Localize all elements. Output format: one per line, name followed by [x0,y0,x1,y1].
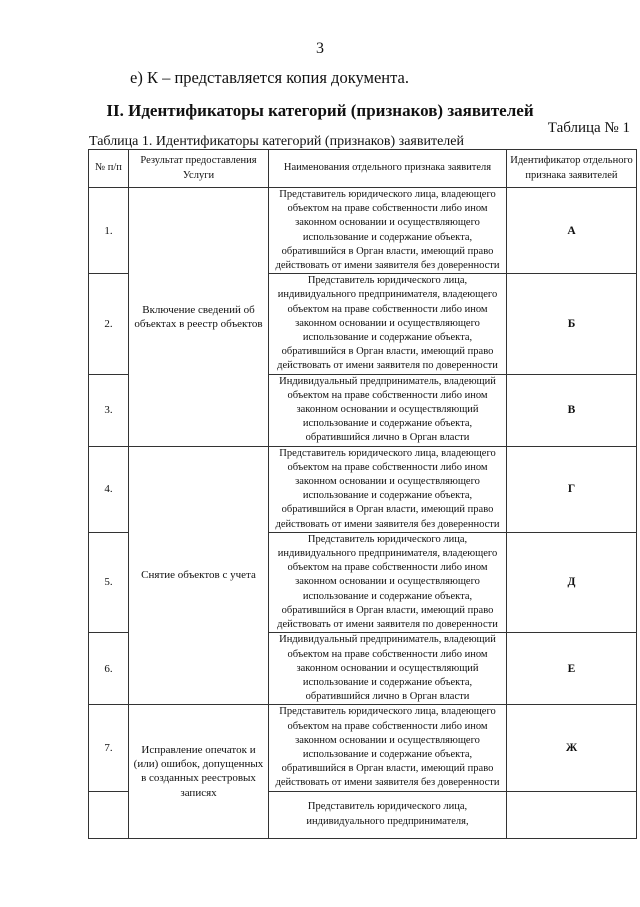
applicant-categories-table [88,149,637,839]
result-cell: Включение сведений об объектах в реестр объектов [129,188,269,447]
row-number: 5. [89,532,129,632]
row-number: 1. [89,188,129,274]
result-cell: Снятие объектов с учета [129,446,269,705]
criterion-cell: Представитель юридического лица, владеющего объектом на праве собственности либо ином законном основании и осуществляющего использование и содержание объекта, обратившийся в Орган власти, имеющий право действовать от имени заявителя без доверенности [269,188,507,274]
criterion-cell: Индивидуальный предприниматель, владеющий объектом на праве собственности либо ином законном основании и осуществляющий использование и содержание объекта, обратившийся лично в Орган власти [269,633,507,705]
identifier-cell: Е [507,633,637,705]
result-cell: Исправление опечаток и (или) ошибок, допущенных в созданных реестровых записях [129,705,269,838]
identifier-cell [507,791,637,838]
criterion-cell: Индивидуальный предприниматель, владеющий объектом на праве собственности либо ином законном основании и осуществляющий использование и содержание объекта, обратившийся лично в Орган власти [269,374,507,446]
criterion-cell: Представитель юридического лица, владеющего объектом на праве собственности либо ином законном основании и осуществляющего использование и содержание объекта, обратившийся в Орган власти, имеющий право действовать от имени заявителя без доверенности [269,446,507,532]
identifier-cell: Б [507,274,637,374]
row-number [89,791,129,838]
identifier-cell: А [507,188,637,274]
header-result: Результат предоставления Услуги [129,150,269,188]
row-number: 3. [89,374,129,446]
row-number: 6. [89,633,129,705]
page-number: 3 [316,40,324,57]
criterion-cell: Представитель юридического лица, владеющего объектом на праве собственности либо ином законном основании и осуществляющего использование и содержание объекта, обратившийся в Орган власти, имеющий право действовать от имени заявителя без доверенности [269,705,507,791]
identifier-cell: Г [507,446,637,532]
row-number: 7. [89,705,129,791]
header-identifier: Идентификатор отдельного признака заявителей [507,150,637,188]
identifier-cell: Д [507,532,637,632]
header-criterion: Наименования отдельного признака заявителя [269,150,507,188]
criterion-cell: Представитель юридического лица, индивидуального предпринимателя, владеющего объектом на праве собственности либо ином законном основании и осуществляющего использование и содержание объекта, обратившийся в Орган власти, имеющий право действовать от имени заявителя по доверенности [269,274,507,374]
row-number: 4. [89,446,129,532]
section-heading: II. Идентификаторы категорий (признаков) заявителей [106,101,534,120]
criterion-cell: Представитель юридического лица, индивидуального предпринимателя, [269,791,507,838]
note-line: е) К – представляется копия документа. [130,68,409,87]
identifier-cell: В [507,374,637,446]
table-number: Таблица № 1 [547,120,630,136]
identifier-cell: Ж [507,705,637,791]
header-number: № п/п [89,150,129,188]
table-row [89,446,637,532]
table-caption: Таблица 1. Идентификаторы категорий (признаков) заявителей [89,134,464,149]
table-row [89,705,637,791]
row-number: 2. [89,274,129,374]
table-row [89,188,637,274]
criterion-cell: Представитель юридического лица, индивидуального предпринимателя, владеющего объектом на праве собственности либо ином законном основании и осуществляющего использование и содержание объекта, обратившийся в Орган власти, имеющий право действовать от имени заявителя по доверенности [269,532,507,632]
table-header-row [89,150,637,188]
